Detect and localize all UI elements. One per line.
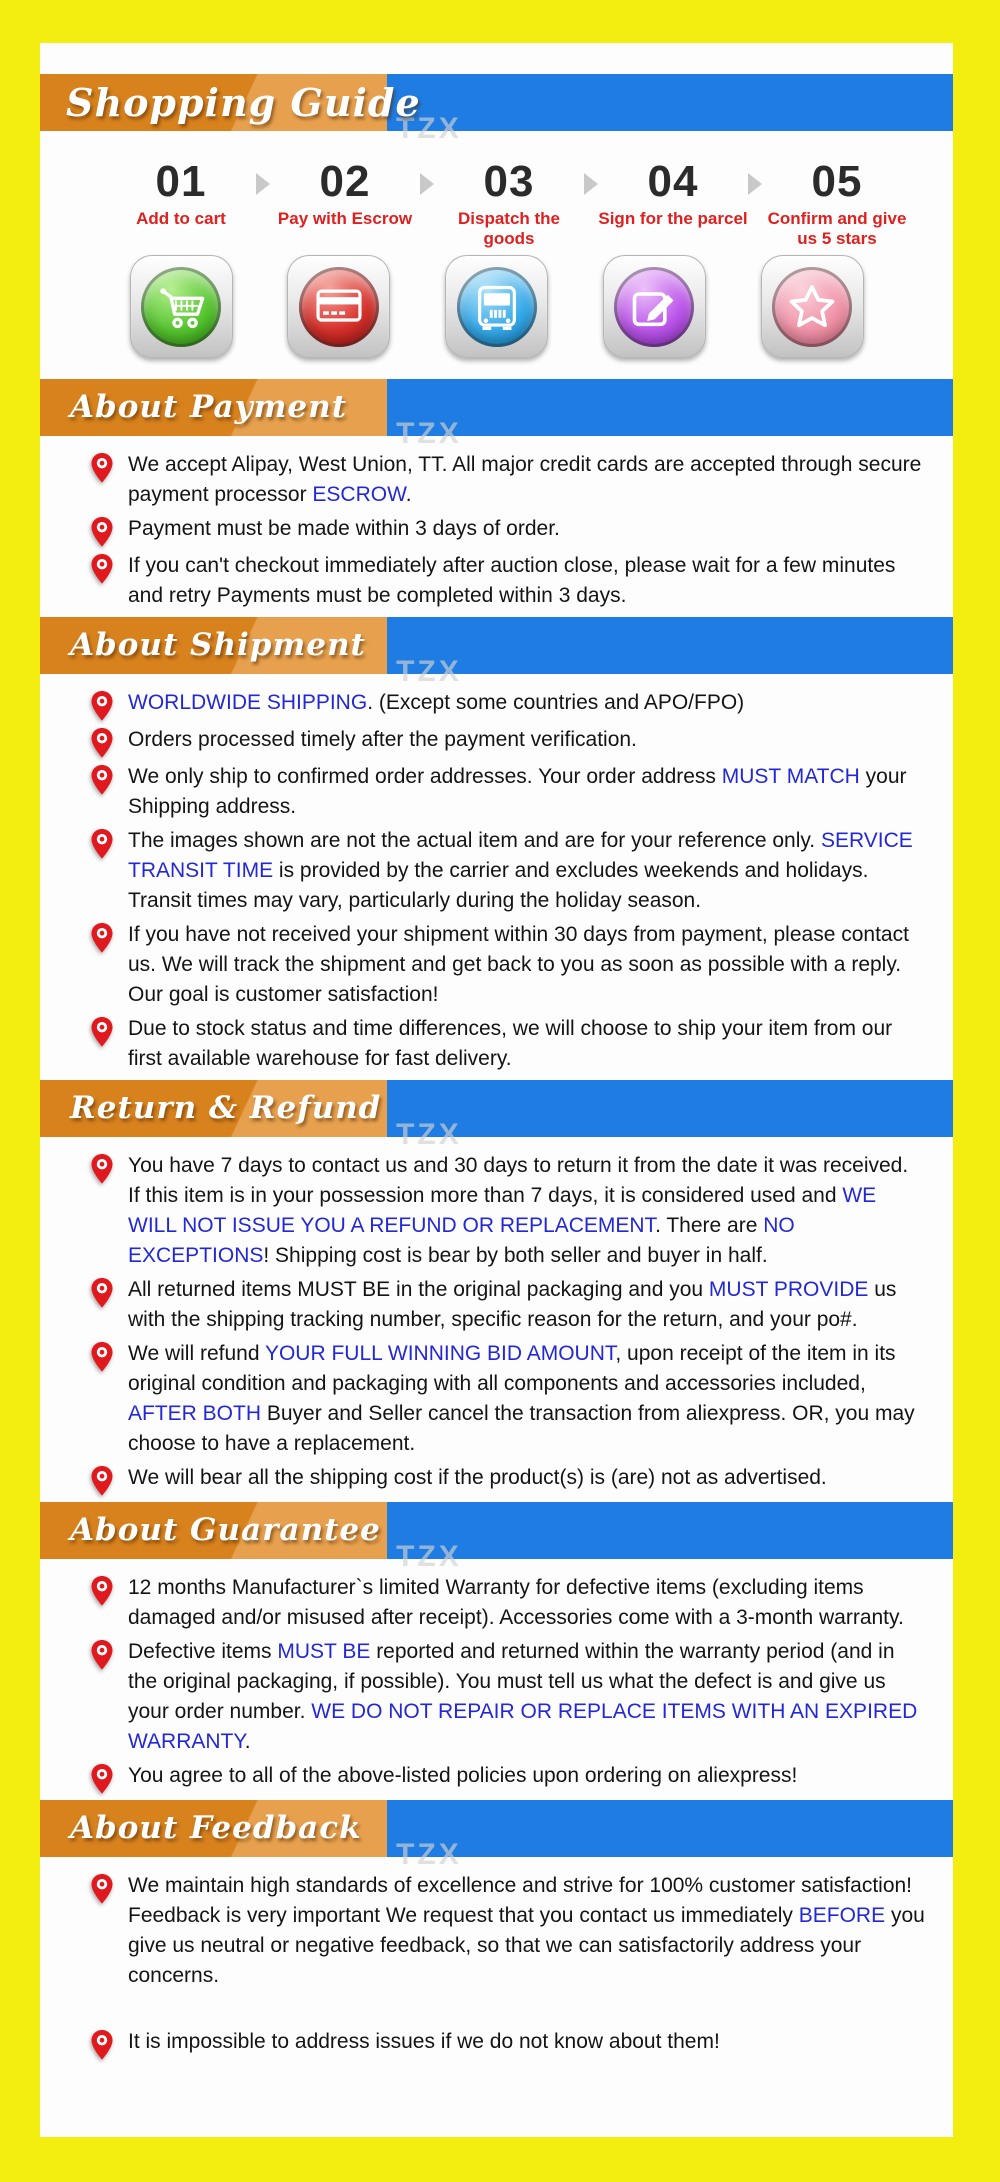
plain-text: ! Shipping cost is bear by both seller and buyer in half. — [263, 1244, 768, 1267]
plain-text: your Shipping address. — [128, 765, 907, 818]
step-number: 04 — [647, 157, 699, 206]
bullet-text — [128, 1573, 925, 1633]
plain-text: We accept Alipay, West Union, TT. All major credit cards are accepted through secure payment processor — [128, 453, 922, 506]
watermark-text: TZX — [396, 655, 462, 688]
icon-slot — [422, 255, 572, 358]
plain-text: Due to stock status and time differences, we will choose to ship your item from our first available warehouse for fast delivery. — [128, 1017, 893, 1070]
step-01 — [106, 157, 256, 229]
arrow-right-icon — [420, 173, 434, 195]
plain-text: If you have not received your shipment within 30 days from payment, please contact us. We will track the shipment and get back to you as soon as possible with a reply. Our goal is customer satisfaction! — [128, 923, 909, 1006]
cart-icon — [141, 267, 221, 347]
plain-text: . — [405, 483, 412, 506]
icon-slot — [737, 255, 887, 358]
watermark-text: TZX — [396, 1838, 462, 1871]
bullet-item — [90, 2027, 925, 2060]
bullet-item — [90, 551, 925, 611]
bullet-text — [128, 920, 925, 1010]
star-icon — [772, 267, 852, 347]
icon-slot — [106, 255, 256, 358]
location-pin-icon — [90, 1873, 114, 1904]
step-label: Sign for the parcel — [598, 209, 748, 228]
bullet-text — [128, 1463, 827, 1493]
emphasis-text: NO EXCEPTIONS — [128, 1214, 795, 1267]
emphasis-text: AFTER BOTH — [128, 1402, 262, 1425]
plain-text: You agree to all of the above-listed policies upon ordering on aliexpress! — [128, 1764, 798, 1787]
location-pin-icon — [90, 1341, 114, 1372]
plain-text: Payment must be made within 3 days of order. — [128, 517, 560, 540]
policy-sections — [40, 379, 953, 2060]
bullet-item — [90, 920, 925, 1010]
step-05 — [762, 157, 912, 249]
emphasis-text: MUST BE — [277, 1640, 371, 1663]
bullet-text — [128, 1151, 925, 1271]
watermark-text: TZX — [396, 1118, 462, 1151]
arrow-right-icon — [748, 173, 762, 195]
bullet-item — [90, 762, 925, 822]
plain-text: The images shown are not the actual item and are for your reference only. — [128, 829, 821, 852]
location-pin-icon — [90, 690, 114, 721]
section-blue-stripe — [387, 1502, 953, 1559]
location-pin-icon — [90, 2029, 114, 2060]
step-number: 05 — [811, 157, 863, 206]
plain-text: We will refund — [128, 1342, 265, 1365]
page-title: Shopping Guide — [66, 80, 421, 125]
plain-text: You have 7 days to contact us and 30 days to return it from the date it was received. If this item is in your possession more than 7 days, it is considered used and — [128, 1154, 909, 1207]
bullet-text — [128, 826, 925, 916]
header-blue-stripe — [387, 74, 953, 131]
bullet-text — [128, 514, 560, 544]
step-number: 01 — [155, 157, 207, 206]
section-items-feedback — [40, 1857, 953, 2060]
location-pin-icon — [90, 727, 114, 758]
bullet-item — [90, 1151, 925, 1271]
section-items-return-refund — [40, 1137, 953, 1496]
location-pin-icon — [90, 922, 114, 953]
section-header-shipment — [40, 617, 953, 688]
location-pin-icon — [90, 1763, 114, 1794]
step-02 — [270, 157, 420, 229]
emphasis-text: YOUR FULL WINNING BID AMOUNT — [264, 1342, 616, 1365]
shopping-guide-panel — [40, 43, 953, 2137]
step-label: Pay with Escrow — [277, 209, 413, 228]
location-pin-icon — [90, 1575, 114, 1606]
plain-text: is provided by the carrier and excludes weekends and holidays. Transit times may vary, particularly during the holiday season. — [128, 859, 869, 912]
plain-text: We only ship to confirmed order addresses. Your order address — [128, 765, 722, 788]
location-pin-icon — [90, 1639, 114, 1670]
bullet-item — [90, 514, 925, 547]
section-blue-stripe — [387, 617, 953, 674]
bullet-text — [128, 725, 637, 755]
step-label: Confirm and give us 5 stars — [767, 209, 907, 248]
truck-icon-button — [445, 255, 548, 358]
arrow-right-icon — [584, 173, 598, 195]
emphasis-text: MUST MATCH — [721, 765, 860, 788]
cart-icon-button — [130, 255, 233, 358]
location-pin-icon — [90, 1277, 114, 1308]
section-title: About Guarantee — [70, 1512, 381, 1548]
bullet-text — [128, 2027, 720, 2057]
bullet-text — [128, 762, 925, 822]
emphasis-text: SERVICE TRANSIT TIME — [128, 829, 913, 882]
plain-text: All returned items MUST BE in the original packaging and you — [128, 1278, 709, 1301]
star-icon-button — [761, 255, 864, 358]
plain-text: If you can't checkout immediately after auction close, please wait for a few minutes and retry Payments must be completed within 3 days. — [128, 554, 896, 607]
bullet-text — [128, 551, 925, 611]
bullet-item — [90, 1871, 925, 1991]
bullet-text — [128, 450, 925, 510]
plain-text: . There are — [655, 1214, 764, 1237]
bullet-item — [90, 450, 925, 510]
icon-slot — [579, 255, 729, 358]
plain-text: . (Except some countries and APO/FPO) — [367, 691, 745, 714]
edit-icon-button — [603, 255, 706, 358]
emphasis-text: BEFORE — [798, 1904, 886, 1927]
section-header-guarantee — [40, 1502, 953, 1573]
bullet-item — [90, 1463, 925, 1496]
bullet-text — [128, 1637, 925, 1757]
bullet-item — [90, 1573, 925, 1633]
section-title: About Feedback — [70, 1810, 362, 1846]
plain-text: reported and returned within the warranty period (and in the original packaging, if possible). You must tell us what the defect is and give us your order number. — [128, 1640, 895, 1723]
watermark-text: TZX — [396, 417, 462, 450]
bullet-text — [128, 1761, 797, 1791]
edit-icon — [614, 267, 694, 347]
truck-icon — [457, 267, 537, 347]
location-pin-icon — [90, 1465, 114, 1496]
step-number: 02 — [319, 157, 371, 206]
bullet-item — [90, 826, 925, 916]
section-title: About Shipment — [70, 627, 366, 663]
plain-text: Defective items — [128, 1640, 278, 1663]
plain-text: . — [244, 1730, 251, 1753]
section-header-payment — [40, 379, 953, 450]
step-04 — [598, 157, 748, 229]
bullet-text — [128, 1275, 925, 1335]
location-pin-icon — [90, 828, 114, 859]
emphasis-text: WORLDWIDE SHIPPING — [128, 691, 368, 714]
plain-text: 12 months Manufacturer`s limited Warranty for defective items (excluding items damaged and/or misused after receipt). Accessories come with a 3-month warranty. — [128, 1576, 904, 1629]
section-header-return-refund — [40, 1080, 953, 1151]
bullet-text — [128, 1339, 925, 1459]
plain-text: It is impossible to address issues if we do not know about them! — [128, 2030, 720, 2053]
bullet-item — [90, 1275, 925, 1335]
location-pin-icon — [90, 1153, 114, 1184]
step-icons-row — [40, 255, 953, 358]
plain-text: Buyer and Seller cancel the transaction from aliexpress. OR, you may choose to have a replacement. — [128, 1402, 915, 1455]
header-band — [40, 74, 953, 145]
arrow-right-icon — [256, 173, 270, 195]
bullet-text — [128, 688, 744, 718]
icon-slot — [264, 255, 414, 358]
section-title: Return & Refund — [70, 1090, 382, 1126]
emphasis-text: WE WILL NOT ISSUE YOU A REFUND OR REPLACEMENT — [128, 1184, 877, 1237]
section-items-shipment — [40, 674, 953, 1074]
bullet-text — [128, 1871, 925, 1991]
plain-text: us with the shipping tracking number, specific reason for the return, and your po#. — [128, 1278, 897, 1331]
bullet-item — [90, 1761, 925, 1794]
step-number: 03 — [483, 157, 535, 206]
plain-text: Orders processed timely after the payment verification. — [128, 728, 637, 751]
section-blue-stripe — [387, 1080, 953, 1137]
location-pin-icon — [90, 764, 114, 795]
bullet-item — [90, 1637, 925, 1757]
section-items-guarantee — [40, 1559, 953, 1794]
credit-card-icon-button — [287, 255, 390, 358]
section-title: About Payment — [70, 389, 348, 425]
bullet-item — [90, 725, 925, 758]
step-label: Add to cart — [136, 209, 226, 228]
section-header-feedback — [40, 1800, 953, 1871]
location-pin-icon — [90, 553, 114, 584]
section-blue-stripe — [387, 1800, 953, 1857]
steps-row — [40, 157, 953, 249]
watermark-text: TZX — [396, 112, 462, 145]
step-03 — [434, 157, 584, 249]
credit-card-icon — [299, 267, 379, 347]
bullet-item — [90, 1339, 925, 1459]
location-pin-icon — [90, 452, 114, 483]
emphasis-text: ESCROW — [312, 483, 406, 506]
plain-text: , upon receipt of the item in its original condition and packaging with all components and accessories included, — [128, 1342, 896, 1395]
plain-text: We maintain high standards of excellence and strive for 100% customer satisfaction! Feedback is very important We request that you contact us immediately — [128, 1874, 913, 1927]
emphasis-text: MUST PROVIDE — [708, 1278, 869, 1301]
watermark-text: TZX — [396, 1540, 462, 1573]
emphasis-text: WE DO NOT REPAIR OR REPLACE ITEMS WITH AN EXPIRED WARRANTY — [128, 1700, 918, 1753]
location-pin-icon — [90, 516, 114, 547]
bullet-text — [128, 1014, 925, 1074]
section-items-payment — [40, 436, 953, 611]
plain-text: We will bear all the shipping cost if the product(s) is (are) not as advertised. — [128, 1466, 827, 1489]
step-label: Dispatch the goods — [457, 209, 561, 248]
location-pin-icon — [90, 1016, 114, 1047]
section-blue-stripe — [387, 379, 953, 436]
bullet-item — [90, 1014, 925, 1074]
plain-text: you give us neutral or negative feedback, so that we can satisfactorily address your concerns. — [128, 1904, 925, 1987]
bullet-item — [90, 688, 925, 721]
